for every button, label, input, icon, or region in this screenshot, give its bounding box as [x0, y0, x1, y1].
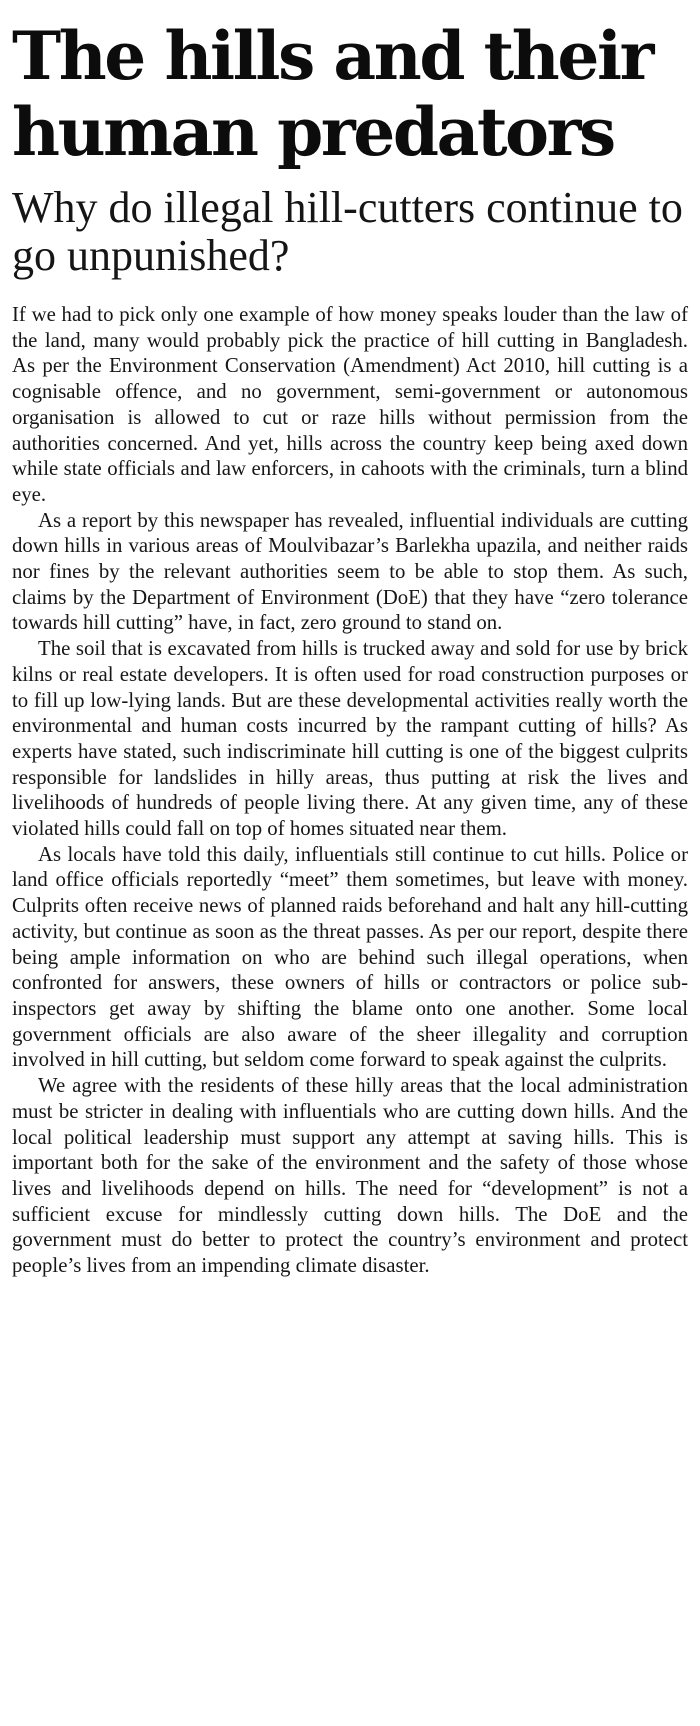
paragraph-2: As a report by this newspaper has revealed, influential individuals are cutting down hills in various areas of Moulvibazar’s Barlekha upazila, and neither raids nor fines by the relevant authorities seem to be able to stop them. As such, claims by the Department of Environment (DoE) that they have “zero tolerance towards hill cutting” have, in fact, zero ground to stand on. [12, 508, 688, 635]
paragraph-3: The soil that is excavated from hills is trucked away and sold for use by brick kilns or real estate developers. It is often used for road construction purposes or to fill up low-lying lands. But are these developmental activities really worth the environmental and human costs incurred by the rampant cutting of hills? As experts have stated, such indiscriminate hill cutting is one of the biggest culprits responsible for landslides in hilly areas, thus putting at risk the lives and livelihoods of hundreds of people living there. At any given time, any of these violated hills could fall on top of homes situated near them. [12, 637, 688, 841]
article-body [12, 302, 688, 1279]
paragraph-4: As locals have told this daily, influentials still continue to cut hills. Police or land office officials reportedly “meet” them sometimes, but leave with money. Culprits often receive news of planned raids beforehand and halt any hill-cutting activity, but continue as soon as the threat passes. As per our report, despite there being ample information on who are behind such illegal operations, when confronted for answers, these owners of hills or contractors or police sub-inspectors get away by shifting the blame onto one another. Some local government officials are also aware of the sheer illegality and corruption involved in hill cutting, but seldom come forward to speak against the culprits. [12, 842, 688, 1072]
paragraph-5: We agree with the residents of these hilly areas that the local administration must be stricter in dealing with influentials who are cutting down hills. And the local political leadership must support any attempt at saving hills. This is important both for the sake of the environment and the safety of those whose lives and livelihoods depend on hills. The need for “development” is not a sufficient excuse for mindlessly cutting down hills. The DoE and the government must do better to protect the country’s environment and protect people’s lives from an impending climate disaster. [12, 1074, 688, 1278]
paragraph-1: If we had to pick only one example of how money speaks louder than the law of the land, many would probably pick the practice of hill cutting in Bangladesh. As per the Environment Conservation (Amendment) Act 2010, hill cutting is a cognisable offence, and no government, semi-government or autonomous organisation is allowed to cut or raze hills without permission from the authorities concerned. And yet, hills across the country keep being axed down while state officials and law enforcers, in cahoots with the criminals, turn a blind eye. [12, 303, 688, 506]
headline: The hills and their human predators [12, 17, 652, 171]
subheadline: Why do illegal hill-cutters continue to go unpunished? [12, 183, 683, 280]
